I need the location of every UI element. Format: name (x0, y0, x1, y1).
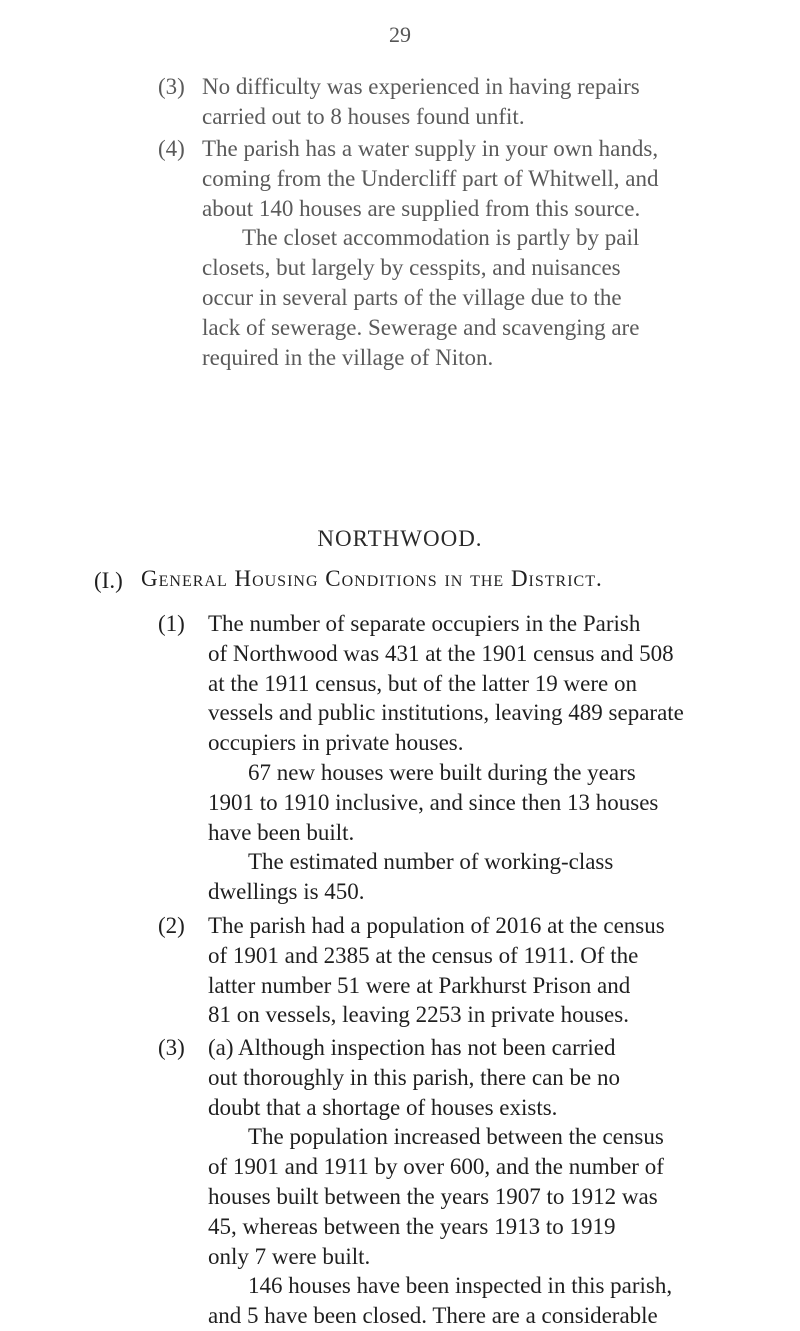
text-line: The number of separate occupiers in the Parish (208, 611, 641, 636)
text-line: 67 new houses were built during the years (248, 759, 636, 785)
text-line: coming from the Undercliff part of Whitwell, and (202, 165, 659, 191)
text-line: occur in several parts of the village due to the (202, 284, 622, 310)
text-line: The estimated number of working-class (248, 849, 614, 875)
paragraph (202, 134, 658, 372)
text-line: The closet accommodation is partly by pail (242, 225, 640, 251)
text-line: and 5 have been closed. There are a considerable (208, 1303, 658, 1329)
item-label: (2) (158, 913, 185, 938)
text-line: of Northwood was 431 at the 1901 census and 508 (208, 640, 674, 666)
text-line: 45, whereas between the years 1913 to 1919 (208, 1213, 616, 1239)
text-line: of 1901 and 2385 at the census of 1911. Of the (208, 942, 639, 968)
section-label: (3) (158, 74, 185, 99)
text-line: of 1901 and 1911 by over 600, and the number of (208, 1154, 664, 1180)
paragraph (208, 911, 665, 1030)
text-line: required in the village of Niton. (202, 344, 494, 370)
paragraph (202, 72, 640, 132)
text-line: closets, but largely by cesspits, and nuisances (202, 255, 621, 281)
text-line: (a) Although inspection has not been carried (208, 1035, 616, 1060)
text-line: houses built between the years 1907 to 1912 was (208, 1183, 658, 1209)
text-line: lack of sewerage. Sewerage and scavenging are (202, 314, 640, 340)
text-line: out thoroughly in this parish, there can be no (208, 1064, 621, 1090)
text-line: 81 on vessels, leaving 2253 in private houses. (208, 1002, 629, 1028)
item-label: (1) (158, 611, 185, 636)
text-line: latter number 51 were at Parkhurst Prison and (208, 972, 631, 998)
text-line: doubt that a shortage of houses exists. (208, 1094, 558, 1120)
paragraph (208, 609, 684, 907)
text-line: at the 1911 census, but of the latter 19 were on (208, 670, 637, 696)
subheading: General Housing Conditions in the District. (141, 566, 603, 591)
text-line: The parish has a water supply in your own hands, (202, 136, 659, 161)
page-number: 29 (389, 22, 411, 47)
text-line: No difficulty was experienced in having repairs (202, 74, 640, 99)
section-heading: NORTHWOOD. (317, 526, 483, 551)
text-line: only 7 were built. (208, 1243, 371, 1269)
text-line: about 140 houses are supplied from this source. (202, 195, 641, 221)
text-line: 146 houses have been inspected in this parish, (248, 1273, 673, 1299)
text-line: occupiers in private houses. (208, 730, 464, 756)
text-line: dwellings is 450. (208, 879, 365, 905)
text-line: carried out to 8 houses found unfit. (202, 103, 525, 129)
text-line: 1901 to 1910 inclusive, and since then 13 houses (208, 789, 659, 815)
subheading-label: (I.) (94, 568, 123, 593)
text-line: The parish had a population of 2016 at the census (208, 913, 665, 938)
text-line: vessels and public institutions, leaving 489 separate (208, 700, 684, 726)
text-line: have been built. (208, 819, 355, 845)
section-label: (4) (158, 136, 185, 161)
item-label: (3) (158, 1035, 185, 1060)
text-line: The population increased between the census (248, 1124, 664, 1150)
paragraph (208, 1033, 672, 1331)
